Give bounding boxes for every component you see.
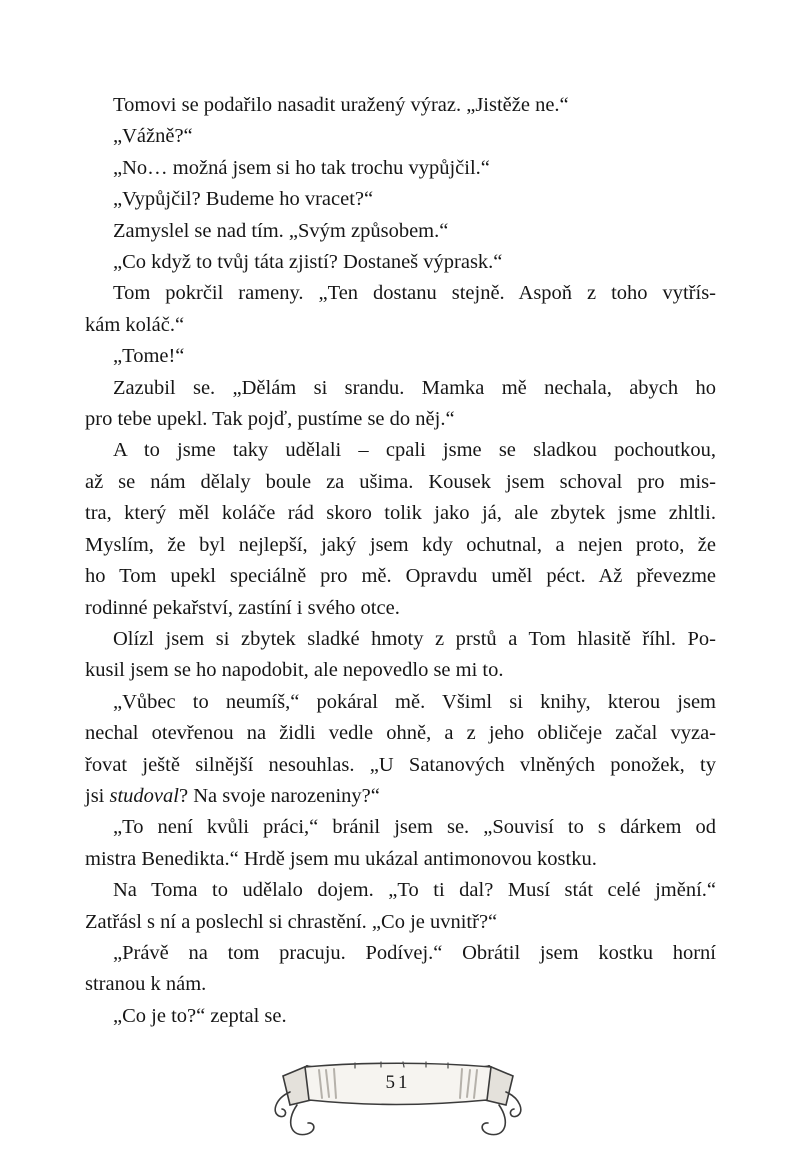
text-line: Zazubil se. „Dělám si srandu. Mamka mě nechala, abych ho [113, 376, 716, 399]
text-line: kám koláč.“ [85, 313, 185, 336]
text-line: Tom pokrčil rameny. „Ten dostanu stejně. Aspoň z toho vytřís- [113, 282, 716, 305]
text-line: řovat ještě silnější nesouhlas. „U Satanových vlněných ponožek, ty [85, 753, 716, 776]
text-line: „Co když to tvůj táta zjistí? Dostaneš výprask.“ [113, 251, 503, 274]
text-line: A to jsme taky udělali – cpali jsme se sladkou pochoutkou, [113, 439, 716, 462]
text-line: mistra Benedikta.“ Hrdě jsem mu ukázal antimonovou kostku. [85, 847, 597, 870]
text-line: jsi studoval? Na svoje narozeniny?“ [85, 784, 380, 807]
text-line: tra, který měl koláče rád skoro tolik jako já, ale zbytek jsme zhltli. [85, 502, 716, 525]
text-line: ho Tom upekl speciálně pro mě. Opravdu uměl péct. Až převezme [85, 565, 716, 588]
text-line: „Právě na tom pracuju. Podívej.“ Obrátil jsem kostku horní [113, 941, 716, 964]
page-number: 51 [385, 1072, 411, 1093]
text-line: stranou k nám. [85, 973, 207, 996]
text-line: Myslím, že byl nejlepší, jaký jsem kdy ochutnal, a nejen proto, že [85, 533, 716, 556]
text-line: rodinné pekařství, zastíní i svého otce. [85, 596, 400, 619]
text-line: „Vůbec to neumíš,“ pokáral mě. Všiml si knihy, kterou jsem [113, 690, 716, 713]
text-line: „Vypůjčil? Budeme ho vracet?“ [113, 188, 374, 211]
text-line: „Tome!“ [113, 345, 185, 368]
text-line: kusil jsem se ho napodobit, ale nepovedlo se mi to. [85, 659, 504, 682]
ribbon-banner-icon [263, 1050, 533, 1150]
text-line: Tomovi se podařilo nasadit uražený výraz. „Jistěže ne.“ [113, 94, 569, 116]
text-line: pro tebe upekl. Tak pojď, pustíme se do něj.“ [85, 408, 455, 431]
text-line: nechal otevřenou na židli vedle ohně, a z jeho obličeje začal vyza- [85, 722, 716, 745]
text-line: Zamyslel se nad tím. „Svým způsobem.“ [113, 219, 449, 242]
text-line: „Vážně?“ [113, 125, 193, 148]
text-block [85, 90, 716, 1032]
page-number-banner [263, 1050, 533, 1150]
text-line: Olízl jsem si zbytek sladké hmoty z prstů a Tom hlasitě říhl. Po- [113, 627, 716, 650]
text-line: „To není kvůli práci,“ bránil jsem se. „Souvisí to s dárkem od [113, 816, 716, 839]
text-line: až se nám dělaly boule za ušima. Kousek jsem schoval pro mis- [85, 470, 716, 493]
text-line: Zatřásl s ní a poslechl si chrastění. „Co je uvnitř?“ [85, 910, 498, 933]
text-line: „Co je to?“ zeptal se. [113, 1004, 287, 1027]
text-line: „No… možná jsem si ho tak trochu vypůjčil.“ [113, 156, 490, 179]
text-line: Na Toma to udělalo dojem. „To ti dal? Musí stát celé jmění.“ [113, 879, 716, 902]
